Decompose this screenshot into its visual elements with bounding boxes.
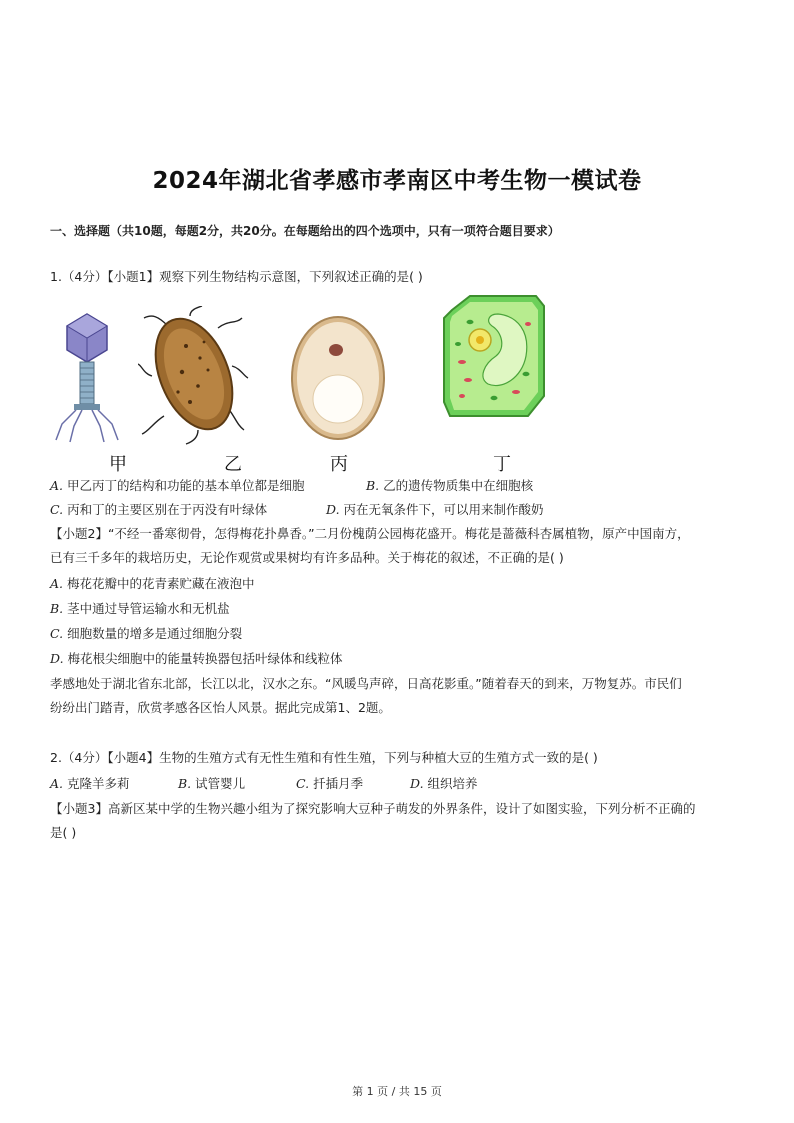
sub2-option-d: D. 梅花根尖细胞中的能量转换器包括叶绿体和线粒体 — [50, 651, 343, 666]
sub-question-2-line-1: 【小题2】“不经一番寒彻骨，怎得梅花扑鼻香。”二月份槐荫公园梅花盛开。梅花是蔷薇科杏属植物，原产中国南方， — [50, 526, 690, 541]
option-letter: B. — [366, 478, 380, 493]
sub2-option-b: B. 茎中通过导管运输水和无机盐 — [50, 601, 230, 616]
sub-question-3-line-1: 【小题3】高新区某中学的生物兴趣小组为了探究影响大豆种子萌发的外界条件，设计了如图实验，下列分析不正确的 — [50, 801, 696, 816]
sub2-option-c: C. 细胞数量的增多是通过细胞分裂 — [50, 626, 243, 641]
option-text: 丙在无氧条件下，可以用来制作酸奶 — [343, 502, 544, 517]
q2-option-row: A. 克隆羊多莉 B. 试管婴儿 C. 扦插月季 D. 组织培养 — [50, 776, 478, 791]
figure-label-bing: 丙 — [330, 454, 348, 475]
option-letter: A. — [50, 478, 64, 493]
context-line-2: 纷纷出门踏青，欣赏孝感各区怡人风景。据此完成第1、2题。 — [50, 700, 391, 715]
figure-label-yi: 乙 — [224, 454, 242, 475]
question-2-stem: 2.（4分）【小题4】生物的生殖方式有无性生殖和有性生殖，下列与种植大豆的生殖方式一致的是( ) — [50, 750, 598, 765]
bacterium-figure — [138, 306, 250, 446]
figure-label-jia: 甲 — [109, 454, 127, 475]
page-title: 2024年湖北省孝感市孝南区中考生物一模试卷 — [152, 168, 642, 194]
option-text: 丙和丁的主要区别在于丙没有叶绿体 — [67, 502, 268, 517]
yeast-figure — [288, 313, 388, 443]
option-text: 乙的遗传物质集中在细胞核 — [383, 478, 534, 493]
option-letter: D. — [326, 502, 340, 517]
option-text: 甲乙丙丁的结构和功能的基本单位都是细胞 — [67, 478, 305, 493]
figure-label-ding: 丁 — [493, 454, 511, 475]
sub-question-3-line-2: 是( ) — [50, 825, 77, 840]
sub2-option-a: A. 梅花花瓣中的花青素贮藏在液泡中 — [50, 576, 255, 591]
option-letter: C. — [50, 502, 64, 517]
question-1-stem: 1.（4分）【小题1】观察下列生物结构示意图，下列叙述正确的是( ) — [50, 269, 423, 284]
section-heading: 一、选择题（共10题，每题2分，共20分。在每题给出的四个选项中，只有一项符合题目要求） — [50, 224, 560, 238]
sub-question-2-line-2: 已有三千多年的栽培历史，无论作观赏或果树均有许多品种。关于梅花的叙述，不正确的是( ) — [50, 550, 564, 565]
page-footer: 第 1 页 / 共 15 页 — [352, 1085, 442, 1098]
q1-option-row-2 — [50, 501, 544, 519]
plant-cell-figure — [440, 292, 548, 422]
q1-option-row-1 — [50, 477, 533, 495]
context-line-1: 孝感地处于湖北省东北部，长江以北，汉水之东。“风暖鸟声碎，日高花影重。”随着春天的到来，万物复苏。市民们 — [50, 676, 682, 691]
virus-figure — [52, 312, 122, 447]
